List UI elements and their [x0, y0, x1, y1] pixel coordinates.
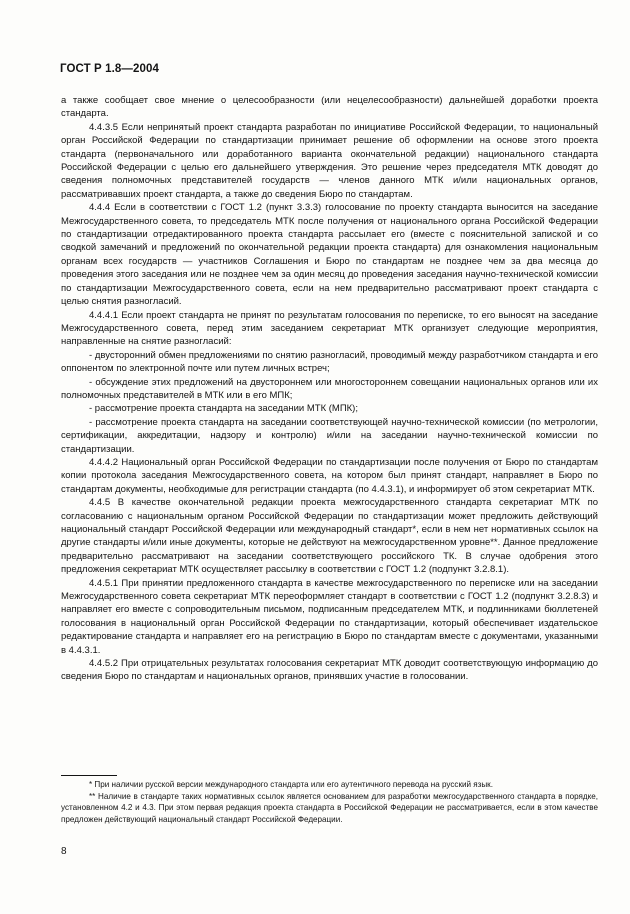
- list-item: - двусторонний обмен предложениями по снятию разногласий, проводимый между разработчиком стандарта и его оппонентом по электронной почте или путем личных встреч;: [61, 349, 598, 375]
- footnote: * При наличии русской версии международного стандарта или его аутентичного перевода на русский язык.: [89, 780, 493, 789]
- footnote: ** Наличие в стандарте таких нормативных ссылок является основанием для разработки межгосударственного стандарта в порядке, установленном 4.2 и 4.3. При этом первая редакция проекта стандарта в Российской Федерации не рассматривается, если в этом качестве предложен действующий национальный стандарт Российской Федерации.: [61, 791, 598, 824]
- document-header: ГОСТ Р 1.8—2004: [60, 63, 159, 75]
- paragraph: 4.4.5 В качестве окончательной редакции проекта межгосударственного стандарта секретариат МТК по согласованию с национальным органом Российской Федерации по стандартизации может предложить действующий национальный стандарт Российской Федерации или международный стандарт*, если в нем нет нормативных ссылок на другие стандарты и/или иные документы, которые не действуют на межгосударственном уровне**. Данное предложение предварительно рассматривают на заседании соответствующего российского ТК. В случае одобрения этого предложения секретариат МТК осуществляет рассылку в соответствии с ГОСТ 1.2 (подпункт 3.2.8.1).: [61, 497, 598, 576]
- list-item: - рассмотрение проекта стандарта на заседании соответствующей научно-технической комиссии (по метрологии, сертификации, аккредитации, надзору и контролю) и/или на заседании научно-технической комиссии по стандартизации.: [61, 416, 598, 455]
- list-item: - обсуждение этих предложений на двустороннем или многостороннем совещании национальных органов или их полномочных представителей в МТК или в его МПК;: [61, 376, 598, 401]
- paragraph: 4.4.5.2 При отрицательных результатах голосования секретариат МТК доводит соответствующую информацию до сведения Бюро по стандартам и национальных органов, принявших участие в голосовании.: [61, 658, 598, 683]
- document-body: [61, 94, 598, 684]
- paragraph: 4.4.5.1 При принятии предложенного стандарта в качестве межгосударственного по переписке или на заседании Межгосударственного совета секретариат МТК переоформляет стандарт в соответствии с ГОСТ 1.2 (подпункт 3.2.8.3) и направляет его вместе с сопроводительным письмом, подписанным председателем МТК, и подлинниками бюллетеней голосования в национальный орган Российской Федерации по стандартизации, который обеспечивает издательское редактирование стандарта и направляет его на регистрацию в Бюро по стандартам вместе с документами, указанными в 4.4.3.1.: [61, 577, 598, 656]
- list-item: - рассмотрение проекта стандарта на заседании МТК (МПК);: [89, 403, 358, 415]
- paragraph: 4.4.4.1 Если проект стандарта не принят по результатам голосования по переписке, то его выносят на заседание Межгосударственного совета, перед этим заседанием секретариат МТК организует следующие мероприятия, направленные на снятие разногласий:: [61, 309, 598, 348]
- page-number: 8: [61, 846, 67, 857]
- paragraph: 4.4.4 Если в соответствии с ГОСТ 1.2 (пункт 3.3.3) голосование по проекту стандарта выносится на заседание Межгосударственного совета, то председатель МТК после получения от национального органа Российской Федерации по стандартизации отредактированного проекта стандарта рассылает его (вместе с пояснительной запиской и со сводкой замечаний и предложений по окончательной редакции проекта стандарта) для ознакомления национальным органам всех государств — участников Соглашения и Бюро по стандартам не позднее чем за два месяца до проведения этого заседания или не позднее чем за один месяц до проведения заседания научно-технической комиссии по стандартизации Межгосударственного совета, если на нем предварительно рассматривают проект стандарта с целью снятия разногласий.: [61, 202, 598, 308]
- paragraph: 4.4.3.5 Если непринятый проект стандарта разработан по инициативе Российской Федерации, то национальный орган Российской Федерации по стандартизации принимает решение об оформлении на основе этого проекта стандарта (первоначального или доработанного варианта окончательной редакции) национального стандарта Российской Федерации с целью его дальнейшего утверждения. Это решение через председателя МТК доводят до сведения полномочных представителей государств — членов данного МТК и/или национальных органов, рассматривавших проект стандарта, а также до сведения Бюро по стандартам.: [61, 121, 598, 200]
- paragraph: а также сообщает свое мнение о целесообразности (или нецелесообразности) дальнейшей доработки проекта стандарта.: [61, 95, 598, 120]
- footnotes: [61, 775, 598, 825]
- paragraph: 4.4.4.2 Национальный орган Российской Федерации по стандартизации после получения от Бюро по стандартам копии протокола заседания Межгосударственного совета, на котором был принят стандарт, направляет в Бюро по стандартам документы, необходимые для регистрации стандарта (по 4.4.3.1), и информирует об этом секретариат МТК.: [61, 456, 598, 495]
- footnote-divider: [61, 775, 117, 776]
